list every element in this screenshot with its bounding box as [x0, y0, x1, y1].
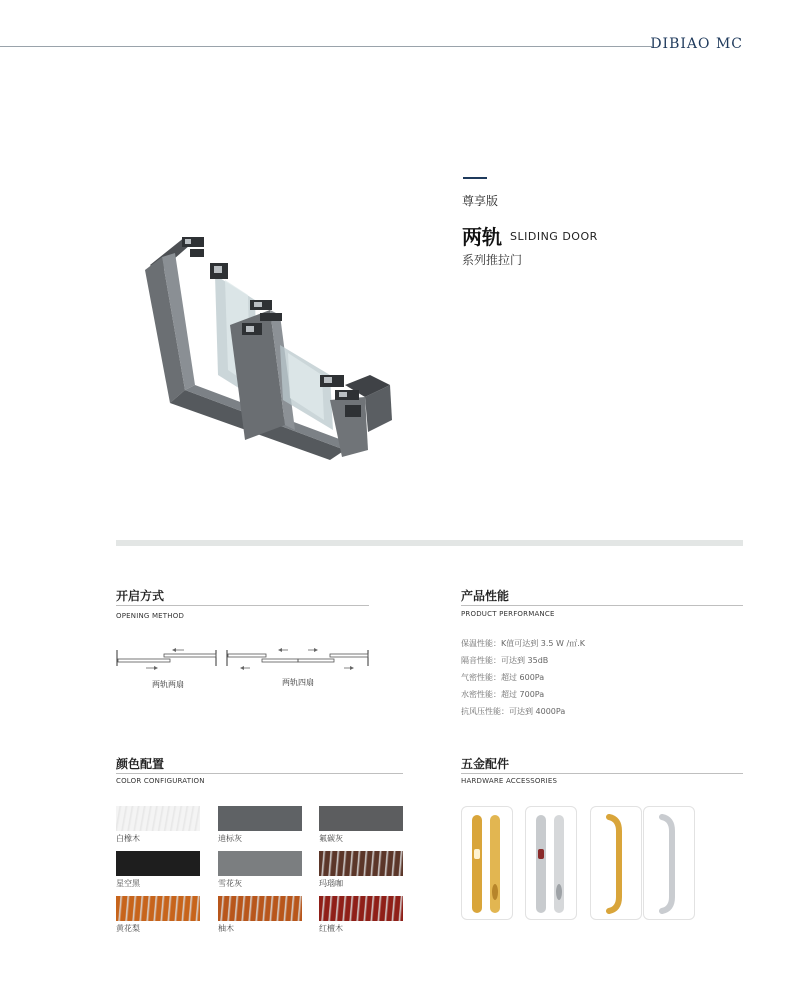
- product-title-en: SLIDING DOOR: [510, 230, 598, 243]
- hardware-card: [461, 806, 513, 920]
- product-subtitle: 系列推拉门: [462, 253, 523, 267]
- swatch-label: 柚木: [218, 924, 234, 933]
- swatch-label: 星空黑: [116, 879, 140, 888]
- performance-rule: [461, 605, 743, 606]
- swatch-snow-grey: [218, 851, 302, 876]
- performance-item-watertight: 水密性能：超过 700Pa: [461, 690, 545, 699]
- swatch-starry-black: [116, 851, 200, 876]
- color-config-title: 颜色配置: [116, 757, 165, 771]
- performance-item-airtight: 气密性能：超过 600Pa: [461, 673, 545, 682]
- silver-pull-handle-icon: [644, 807, 694, 919]
- hardware-title: 五金配件: [461, 757, 510, 771]
- swatch-label: 白橡木: [116, 834, 140, 843]
- gold-pull-handle-icon: [591, 807, 641, 919]
- performance-item-insulation: 保温性能：K值可达到 3.5 W /㎡.K: [461, 639, 585, 648]
- swatch-teak: [218, 896, 302, 921]
- gold-lock-handle-icon: [462, 807, 512, 919]
- swatch-label: 红檀木: [319, 924, 343, 933]
- swatch-red-sandalwood: [319, 896, 403, 921]
- brand-logo: DIBIAO MC: [650, 36, 743, 52]
- product-title: 两轨: [462, 225, 502, 249]
- swatch-label: 黄花梨: [116, 924, 140, 933]
- performance-item-sound: 隔音性能：可达到 35dB: [461, 656, 549, 665]
- swatch-fluorocarbon-grey: [319, 806, 403, 831]
- swatch-white-oak: [116, 806, 200, 831]
- swatch-label: 雪花灰: [218, 879, 242, 888]
- swatch-agate-coffee: [319, 851, 403, 876]
- performance-item-wind: 抗风压性能：可达到 4000Pa: [461, 707, 566, 716]
- swatch-dibiao-grey: [218, 806, 302, 831]
- hardware-title-en: HARDWARE ACCESSORIES: [461, 777, 558, 785]
- color-config-rule: [116, 773, 403, 774]
- swatch-label: 迪标灰: [218, 834, 242, 843]
- swatch-rosewood-yellow: [116, 896, 200, 921]
- performance-title-en: PRODUCT PERFORMANCE: [461, 610, 555, 618]
- two-track-two-panel-diagram: [112, 648, 222, 672]
- title-accent-line: [463, 177, 487, 179]
- hardware-card: [590, 806, 642, 920]
- section-divider-bar: [116, 540, 743, 546]
- two-track-two-panel-label: 两轨两扇: [152, 680, 184, 689]
- header-rule: [0, 46, 652, 47]
- performance-title: 产品性能: [461, 589, 510, 603]
- opening-method-rule: [116, 605, 369, 606]
- opening-method-title: 开启方式: [116, 589, 165, 603]
- silver-lock-handle-icon: [526, 807, 576, 919]
- swatch-label: 氟碳灰: [319, 834, 343, 843]
- two-track-four-panel-diagram: [222, 648, 374, 672]
- color-config-title-en: COLOR CONFIGURATION: [116, 777, 205, 785]
- swatch-label: 玛瑙咖: [319, 879, 343, 888]
- sliding-door-profile-image: [130, 225, 420, 465]
- hardware-rule: [461, 773, 743, 774]
- edition-label: 尊享版: [462, 194, 499, 208]
- hardware-card: [525, 806, 577, 920]
- hardware-card: [643, 806, 695, 920]
- two-track-four-panel-label: 两轨四扇: [282, 678, 314, 687]
- opening-method-title-en: OPENING METHOD: [116, 612, 185, 620]
